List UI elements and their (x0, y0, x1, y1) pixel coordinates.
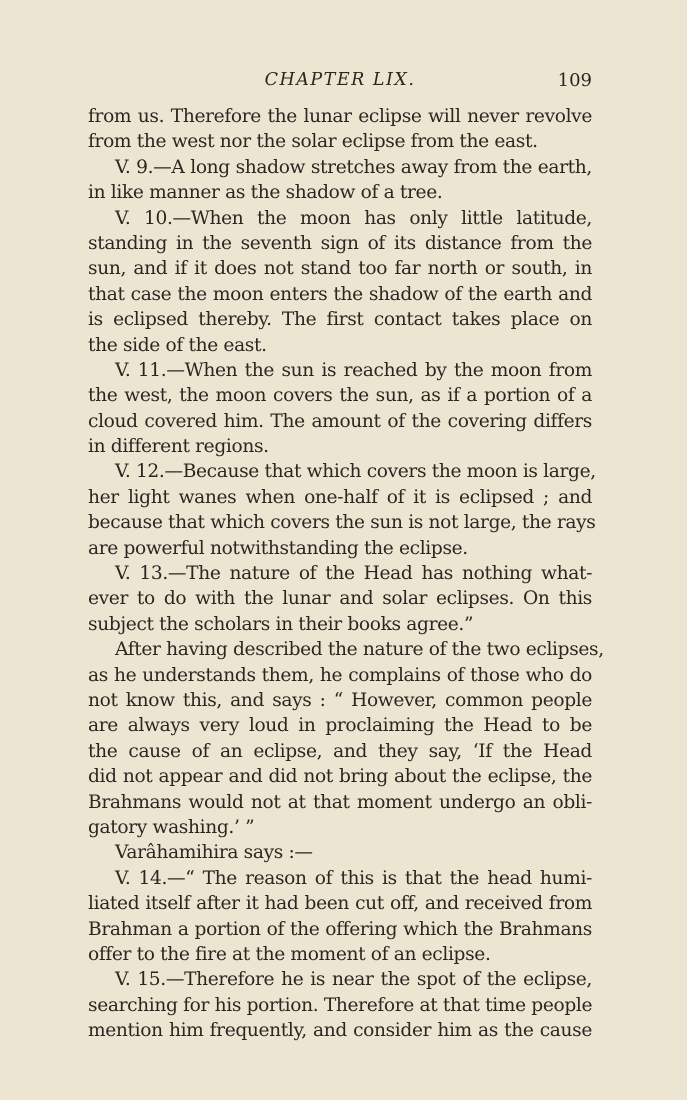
text-line: V. 13.—The nature of the Head has nothing what- (115, 563, 592, 585)
text-line: did not appear and did not bring about the eclipse, the (88, 766, 592, 788)
text-line: the cause of an eclipse, and they say, ‘If the Head (88, 740, 592, 762)
text-line: subject the scholars in their books agree.” (88, 613, 474, 635)
text-line: from the west nor the solar eclipse from the east. (88, 131, 538, 153)
page-number: 109 (557, 70, 592, 91)
text-line: V. 15.—Therefore he is near the spot of the eclipse, (115, 969, 592, 991)
text-line: standing in the seventh sign of its distance from the (88, 232, 592, 254)
text-line: are powerful notwithstanding the eclipse. (88, 537, 468, 559)
text-line: are always very loud in proclaiming the Head to be (88, 715, 592, 737)
text-line: mention him frequently, and consider him as the cause (88, 1020, 592, 1042)
text-line: the west, the moon covers the sun, as if a portion of a (88, 385, 592, 407)
text-line: as he understands them, he complains of those who do (88, 664, 592, 686)
text-line: in different regions. (88, 436, 269, 458)
running-head: CHAPTER LIX. (264, 70, 416, 90)
text-line: V. 10.—When the moon has only little latitude, (115, 207, 592, 229)
text-line: ever to do with the lunar and solar eclipses. On this (88, 588, 592, 610)
text-line: searching for his portion. Therefore at that time people (88, 994, 593, 1016)
text-line: Brahman a portion of the offering which the Brahmans (88, 918, 592, 940)
text-line: from us. Therefore the lunar eclipse will never revolve (88, 106, 592, 127)
text-line: Brahmans would not at that moment undergo an obli- (88, 791, 592, 813)
text-line: sun, and if it does not stand too far north or south, in (88, 258, 592, 280)
text-line: in like manner as the shadow of a tree. (88, 182, 443, 204)
text-line: Varâhamihira says :— (115, 842, 313, 864)
text-line: V. 9.—A long shadow stretches away from the earth, (115, 156, 592, 178)
text-line: not know this, and says : “ However, common people (88, 689, 592, 711)
text-line: that case the moon enters the shadow of the earth and (88, 283, 592, 305)
text-line: offer to the fire at the moment of an eclipse. (88, 943, 491, 965)
page-header (88, 68, 592, 96)
body-text (88, 104, 604, 1043)
text-line: the side of the east. (88, 334, 267, 356)
text-line: V. 14.—“ The reason of this is that the head humi- (115, 867, 592, 889)
text-line: After having described the nature of the two eclipses, (115, 639, 604, 661)
text-line: her light wanes when one-half of it is eclipsed ; and (88, 486, 592, 508)
text-line: gatory washing.’ ” (88, 816, 255, 838)
text-line: liated itself after it had been cut off, and received from (88, 893, 592, 915)
text-line: is eclipsed thereby. The first contact takes place on (88, 309, 592, 331)
text-line: cloud covered him. The amount of the covering differs (88, 410, 592, 432)
text-line: V. 11.—When the sun is reached by the moon from (115, 359, 592, 381)
text-line: V. 12.—Because that which covers the moon is large, (115, 461, 596, 483)
text-line: because that which covers the sun is not large, the rays (88, 512, 596, 534)
